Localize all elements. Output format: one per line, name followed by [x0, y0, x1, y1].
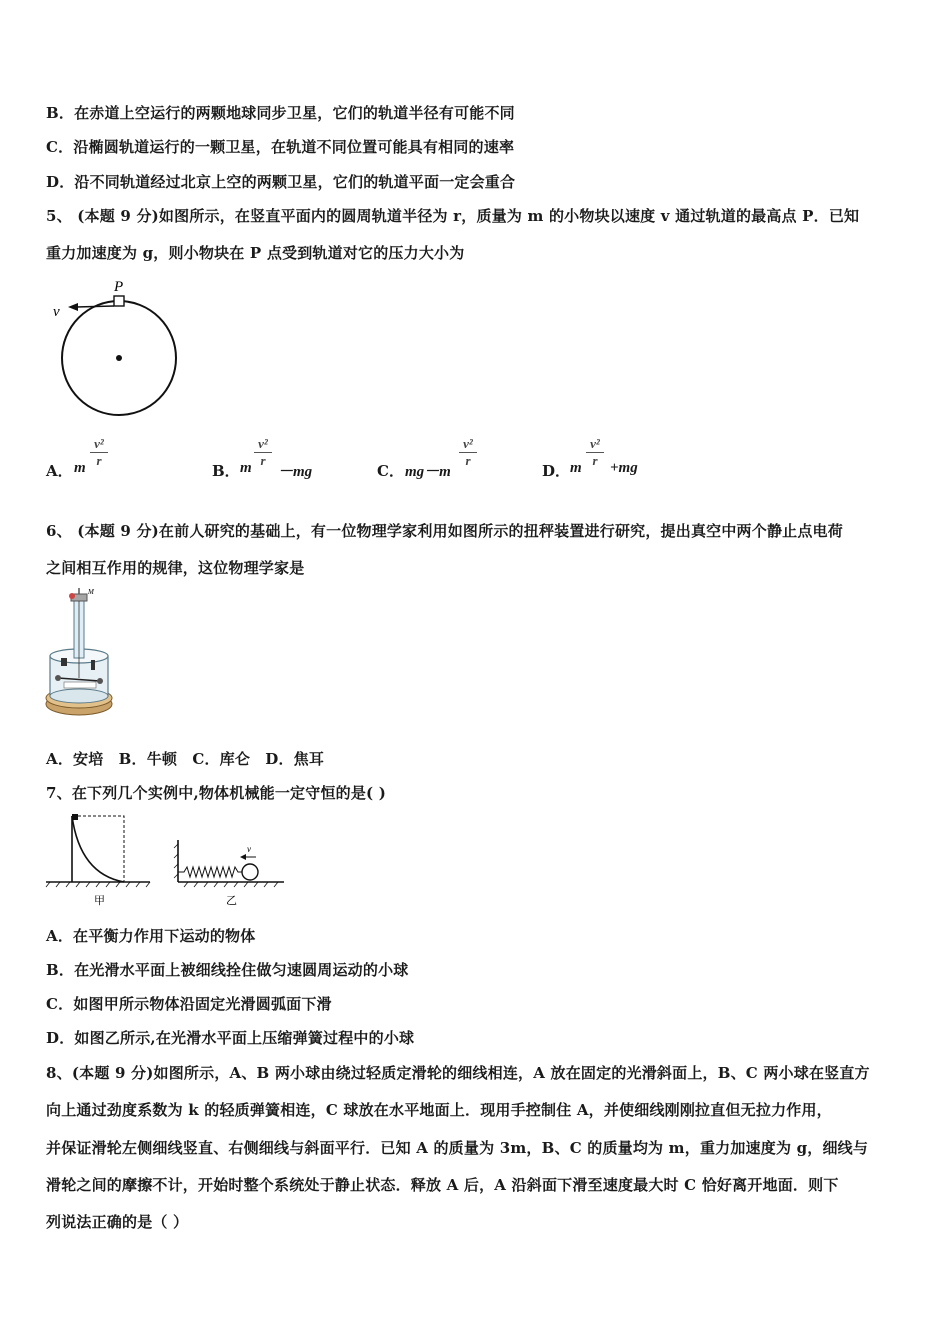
q6-stem-line2: 之间相互作用的规律，这位物理学家是: [46, 559, 305, 577]
q6-options: A．安培 B．牛顿 C．库仑 D．焦耳: [46, 750, 325, 768]
label-m: M: [88, 588, 94, 596]
label-v: v: [53, 304, 60, 320]
q4-option-d: D．沿不同轨道经过北京上空的两颗卫星，它们的轨道平面一定会重合: [46, 173, 516, 191]
q7-option-b: B．在光滑水平面上被细线拴住做匀速圆周运动的小球: [46, 961, 409, 979]
block-p: [114, 296, 124, 306]
label-p: P: [114, 279, 124, 295]
torsion-balance-figure: [44, 586, 116, 722]
label-yi: 乙: [226, 895, 237, 907]
q5-stem-line1: 5、 (本题 9 分)如图所示，在竖直平面内的圆周轨道半径为 r，质量为 m 的小物块以速度 v 通过轨道的最高点 P．已知: [46, 207, 860, 225]
q8-stem-line2: 向上通过劲度系数为 k 的轻质弹簧相连，C 球放在水平地面上．现用手控制住 A，并使细线刚刚拉直但无拉力作用，: [46, 1101, 832, 1119]
fraction-v2-over-r: v² r: [90, 436, 108, 469]
smooth-arc-surface: [72, 816, 124, 882]
q7-stem: 7、在下列几个实例中,物体机械能一定守恒的是( ): [46, 784, 387, 802]
velocity-arrow: [76, 306, 114, 307]
q8-stem-line5: 列说法正确的是（ ）: [46, 1213, 189, 1231]
q6-stem-line1: 6、 (本题 9 分)在前人研究的基础上，有一位物理学家利用如图所示的扭秤装置进行研究，提出真空中两个静止点电荷: [46, 522, 843, 540]
q4-option-b: B．在赤道上空运行的两颗地球同步卫星，它们的轨道半径有可能不同: [46, 104, 515, 122]
ball: [242, 864, 258, 880]
label-jia: 甲: [94, 895, 105, 907]
fraction-v2-over-r: v² r: [459, 436, 477, 469]
q4-option-c: C．沿椭圆轨道运行的一颗卫星，在轨道不同位置可能具有相同的速率: [46, 138, 515, 156]
circle-center-dot: [116, 355, 122, 361]
q8-stem-line3: 并保证滑轮左侧细线竖直、右侧细线与斜面平行．已知 A 的质量为 3m，B、C 的质量均为 m，重力加速度为 g，细线与: [46, 1139, 869, 1157]
velocity-arrowhead: [68, 303, 78, 311]
q7-option-d: D．如图乙所示,在光滑水平面上压缩弹簧过程中的小球: [46, 1029, 415, 1047]
q8-stem-line4: 滑轮之间的摩擦不计，开始时整个系统处于静止状态．释放 A 后，A 沿斜面下滑至速度最大时 C 恰好离开地面．则下: [46, 1176, 839, 1194]
q7-option-c: C．如图甲所示物体沿固定光滑圆弧面下滑: [46, 995, 332, 1013]
q5-stem-line2: 重力加速度为 g，则小物块在 P 点受到轨道对它的压力大小为: [46, 244, 465, 262]
fraction-v2-over-r: v² r: [254, 436, 272, 469]
sliding-block: [72, 814, 78, 820]
q7-option-a: A．在平衡力作用下运动的物体: [46, 927, 256, 945]
label-v-yi: v: [247, 844, 251, 854]
q5-circle-figure: [46, 274, 186, 422]
spring: [178, 867, 244, 877]
fraction-v2-over-r: v² r: [586, 436, 604, 469]
q7-figures: [44, 808, 294, 908]
q8-stem-line1: 8、(本题 9 分)如图所示，A、B 两小球由绕过轻质定滑轮的细线相连，A 放在固定的光滑斜面上，B、C 两小球在竖直方: [46, 1064, 870, 1082]
